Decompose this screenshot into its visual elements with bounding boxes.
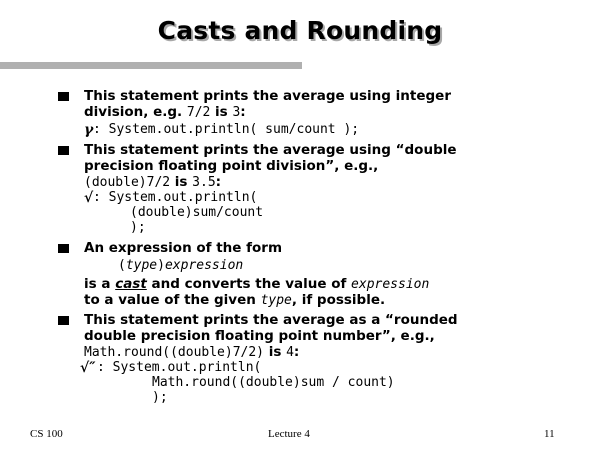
gamma-mark-icon: γ xyxy=(84,122,94,138)
code-line: (double)sum/count xyxy=(130,205,264,220)
bullet-2-line-1: This statement prints the average using “double xyxy=(84,142,457,158)
bullet-1-text: : xyxy=(240,104,246,120)
footer-lecture: Lecture 4 xyxy=(268,428,310,440)
code-inline-italic: expression xyxy=(164,258,244,273)
bullet-2-line-2: precision floating point division”, e.g., xyxy=(84,158,379,174)
bullet-3-line-1: An expression of the form xyxy=(84,240,283,256)
code-line: ); xyxy=(152,390,168,405)
code-inline-italic: expression xyxy=(351,277,430,292)
bullet-1-line-2 xyxy=(84,104,246,121)
code-line: Math.round((double)sum / count) xyxy=(152,375,395,390)
bullet-1-text: division, e.g. xyxy=(84,104,187,120)
bullet-3-text: to a value of the given xyxy=(84,292,261,308)
bullet-3-line-3 xyxy=(84,276,429,293)
checkmark-icon: √ xyxy=(84,190,94,206)
code-line: ); xyxy=(130,220,146,235)
bullet-3-line-4 xyxy=(84,292,385,309)
bullet-1-text: is xyxy=(210,104,233,120)
bullet-4-line-3 xyxy=(84,344,299,361)
cast-term: cast xyxy=(115,276,147,292)
code-inline-italic: type xyxy=(125,258,158,273)
code-inline: (double)7/2 xyxy=(84,175,171,190)
bullet-4-line-2: double precision floating point number”, e.g., xyxy=(84,328,435,344)
bullet-1-line-1: This statement prints the average using integer xyxy=(84,88,451,104)
code-inline: ) xyxy=(157,258,165,273)
code-inline: 3 xyxy=(232,105,241,120)
code-inline: 4 xyxy=(286,345,294,360)
double-checkmark-icon: √″ xyxy=(80,360,96,376)
code-line: : System.out.println( xyxy=(93,190,258,205)
bullet-3-text: is a xyxy=(84,276,116,292)
code-line: : System.out.println( xyxy=(97,360,262,375)
bullet-3-text: and converts the value of xyxy=(146,276,352,292)
code-line: : System.out.println( sum/count ); xyxy=(93,122,360,137)
cast-form-line xyxy=(118,258,243,274)
code-inline: ( xyxy=(118,258,126,273)
title-underline-bar xyxy=(0,62,302,69)
bullet-3-text: , if possible. xyxy=(291,292,386,308)
bullet-4-text: is xyxy=(264,344,287,360)
code-inline: Math.round((double)7/2) xyxy=(84,345,265,360)
bullet-4-text: : xyxy=(293,344,300,360)
bullet-2-line-3 xyxy=(84,174,221,191)
bullet-marker xyxy=(58,316,69,325)
footer-page-number: 11 xyxy=(544,428,555,440)
bullet-marker xyxy=(58,146,69,155)
code-inline: 3.5 xyxy=(192,175,216,190)
bullet-4-line-1: This statement prints the average as a “rounded xyxy=(84,312,458,328)
bullet-marker xyxy=(58,244,69,253)
footer-course: CS 100 xyxy=(30,428,63,440)
slide-title: Casts and Rounding xyxy=(157,16,443,45)
code-inline: 7/2 xyxy=(186,105,211,120)
code-inline-italic: type xyxy=(260,293,292,308)
bullet-marker xyxy=(58,92,69,101)
bullet-2-text: is xyxy=(170,174,193,190)
bullet-2-text: : xyxy=(215,174,222,190)
